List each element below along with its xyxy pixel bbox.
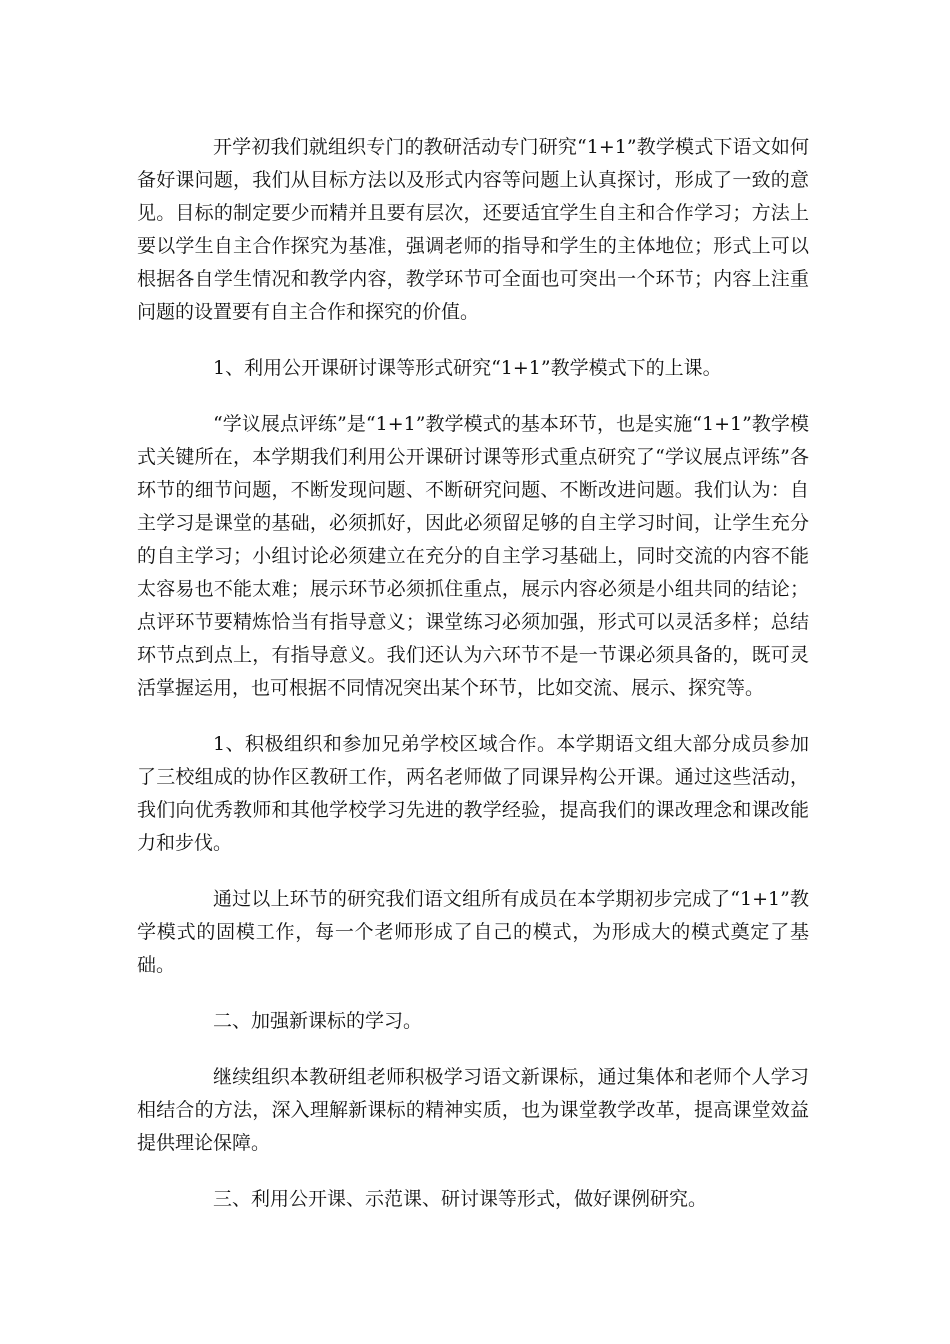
document-body — [137, 131, 809, 1239]
heading-open-class-research: 1、利用公开课研讨课等形式研究“1+1”教学模式下的上课。 — [213, 357, 722, 379]
paragraph-lesson-preparation: 开学初我们就组织专门的教研活动专门研究“1+1”教学模式下语文如何备好课问题，我们从目标方法以及形式内容等问题上认真探讨，形成了一致的意见。目标的制定要少而精并且要有层次，还要适宜学生自主和合作学习；方法上要以学生自主合作探究为基准，强调老师的指导和学生的主体地位；形式上可以根据各自学生情况和教学内容，教学环节可全面也可突出一个环节；内容上注重问题的设置要有自主合作和探究的价值。 — [137, 136, 809, 323]
heading-case-study: 三、利用公开课、示范课、研讨课等形式，做好课例研究。 — [213, 1188, 708, 1210]
paragraph-regional-cooperation: 1、积极组织和参加兄弟学校区域合作。本学期语文组大部分成员参加了三校组成的协作区教研工作，两名老师做了同课异构公开课。通过这些活动，我们向优秀教师和其他学校学习先进的教学经验，提高我们的课改理念和课改能力和步伐。 — [137, 733, 809, 854]
heading-new-curriculum: 二、加强新课标的学习。 — [213, 1010, 423, 1032]
paragraph-six-steps: “学议展点评练”是“1+1”教学模式的基本环节，也是实施“1+1”教学模式关键所在，本学期我们利用公开课研讨课等形式重点研究了“学议展点评练”各环节的细节问题，不断发现问题、不断研究问题、不断改进问题。我们认为：自主学习是课堂的基础，必须抓好，因此必须留足够的自主学习时间，让学生充分的自主学习；小组讨论必须建立在充分的自主学习基础上，同时交流的内容不能太容易也不能太难；展示环节必须抓住重点，展示内容必须是小组共同的结论；点评环节要精炼恰当有指导意义；课堂练习必须加强，形式可以灵活多样；总结环节点到点上，有指导意义。我们还认为六环节不是一节课必须具备的，既可灵活掌握运用，也可根据不同情况突出某个环节，比如交流、展示、探究等。 — [137, 413, 809, 699]
paragraph-curriculum-study: 继续组织本教研组老师积极学习语文新课标，通过集体和老师个人学习相结合的方法，深入理解新课标的精神实质，也为课堂教学改革，提高课堂效益提供理论保障。 — [137, 1066, 809, 1154]
paragraph-model-summary: 通过以上环节的研究我们语文组所有成员在本学期初步完成了“1+1”教学模式的固模工作，每一个老师形成了自己的模式，为形成大的模式奠定了基础。 — [137, 888, 809, 976]
